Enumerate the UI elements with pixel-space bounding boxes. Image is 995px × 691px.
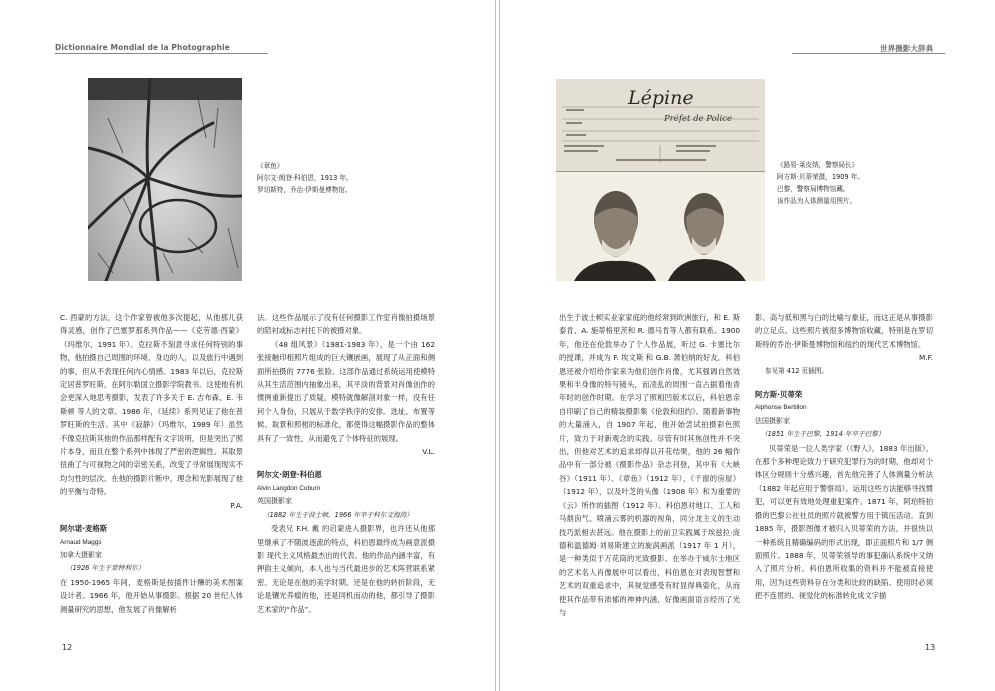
mugshot-card-photo-icon <box>556 79 765 281</box>
entry-role: 加拿大摄影家 <box>60 550 102 559</box>
body-paragraph: 受表兄 F.H. 戴 的启蒙进入摄影界，也许还从他那里继承了不随波逐流的特点，科伯恩最终成为画意派摄影 现代主义风格最杰出的代表。他的作品内涵丰富，有押韵主义倾向，本人也与当代最进步的艺术阵营联系紧密。无论是在他的美学时期，还是在他的转折阶段，无论是镶光养瘤的他，还是同机而动的他，都引导了摄影艺术家的“作品”。 <box>257 524 435 614</box>
author-initials: V.L. <box>422 447 435 457</box>
see-also-note: 参见第 412 页插图。 <box>765 366 828 375</box>
caption-title: 《章鱼》 <box>257 162 284 170</box>
running-head: Dictionnaire Mondial de la Photographie <box>55 43 230 52</box>
right-page <box>499 0 995 691</box>
photo-caption <box>777 159 864 207</box>
entry-dates: （1882 年生于波士顿，1966 年卒于科尔文海湾） <box>263 510 413 519</box>
text-column-2 <box>755 311 933 603</box>
dictionary-entry-header <box>755 388 933 442</box>
entry-dates: （1926 年生于蒙特利尔） <box>66 564 145 573</box>
photo-caption <box>257 160 353 196</box>
body-paragraph: 贝蒂荣是一位人类学家（《野人》，1883 年出版）。在那个多种理论致力于研究犯罪行为的时期，他却对个体区分规则十分感兴趣，首先他完善了人体测量分析法（1882 年起应用于警察局）。运用这些方法能够寻找惯犯，可以更有效地处理重犯案件。1871 年，阿珀特拍摄的巴黎公社社员的照片就被警方用于镇压活动。直到 1885 年，摄影图像才被归入贝蒂荣的方法，并很快以一种系统且精确编码的形式出现，即正面照片和 1/7 侧面照片。1888 年，贝蒂荣领导的事犯确认系统中又纳入了照片分析。科伯恩所收集的资料并不能被直接使用，因为这些资料存在分类和比较的缺陷。使用时必须把不连贯的、视觉化的标准转化成文字描 <box>755 443 933 601</box>
author-initials: P.A. <box>230 500 243 510</box>
entry-latin-name: Alvin Langdon Coburn <box>257 484 321 492</box>
caption-line: 罗切斯特，乔治·伊斯曼博物馆。 <box>257 186 352 194</box>
entry-role: 法国摄影家 <box>755 416 790 425</box>
card-handwritten-title: Préfet de Police <box>664 114 732 124</box>
card-handwritten-name: Lépine <box>628 87 694 109</box>
snow-park-aerial-photo-icon <box>88 78 242 281</box>
body-paragraph: 在 1950-1965 年间，麦格斯是按插件计酬的美术图案设计者。1966 年，他开始从事摄影。根据 20 世纪人体测量研究的思想，他发展了肖像解析 <box>60 577 243 614</box>
text-column-2 <box>257 311 435 616</box>
text-column-1 <box>60 311 243 616</box>
entry-latin-name: Alphonse Bertillon <box>755 404 807 412</box>
page-number: 12 <box>62 643 73 652</box>
caption-line: 该作品为人体测量用图片。 <box>777 197 857 205</box>
body-paragraph: 影、高与低和黑与白的比喻与象征，而这正是从事摄影的立足点。这些照片被很多博物馆收藏，特别是在罗切斯特的乔治·伊斯曼博物馆和纽约的现代艺术博物馆。 <box>755 313 933 349</box>
body-paragraph: 《48 组风景》（1981-1983 年），是一个由 162 张接触印相照片组成的巨大镶嵌画，展现了从正面和侧面所拍摄的 7776 张脸。这部作品通过系统运用使模特从其生活范围内抽象出来，其平淡的背景对肖像创作的惯例重新提出了质疑，模特就像解剖对象一样，没有任何个人身份，只展从于数学秩序的安排。选址、布置等候、取景和照相的标准化，都使得这幅摄影作品的整体具有了一致性，从而避免了个体特征的展现。 <box>257 339 435 443</box>
entry-name: 阿尔诺·麦格斯 <box>60 524 108 534</box>
header-rule <box>55 53 268 54</box>
body-paragraph: C. 西蒙的方法，这个作家曾被他多次提起，从他那儿获得灵感，创作了巴塞罗那系列作品——《克劳德·西蒙》（玛维尔，1991 年）。克拉斯不刻意寻求任何特别的事物，他拍摄自己周围的环境、身边的人，以及旅行中遇到的事，但从不表现任何内心情感。1983 年以后，克拉斯定居普罗旺斯，在阿尔勒国立摄影学院教书。这使他有机会更深入地思考摄影，发表了许多关于 E. 吉布森、E. 韦斯顿 等人的文章。1986 年，《延续》系列见证了他在普罗旺斯的生活。其中《寂静》（玛维尔，1989 年）虽然不像克拉斯其他的作品那样配有文字说明，但是突出了照片本身，而且在整个系列中体现了严密的逻辑性。其取景扭曲了与可视物之间的亲密关系，改变了寻常展现现实不均匀性的层次。在他的摄影片断中，理念和光影展现了他的平衡与奇特。 <box>60 313 243 497</box>
body-paragraph: 法。这些作品展示了没有任何摄影工作室肖像拍摄场景的陪衬或标志衬托下的被摄对象。 <box>257 313 435 336</box>
left-page <box>0 0 496 691</box>
page-number: 13 <box>925 643 936 652</box>
entry-name: 阿方斯·贝蒂荣 <box>755 390 803 400</box>
dictionary-entry-header <box>257 468 435 522</box>
entry-role: 英国摄影家 <box>257 497 292 506</box>
text-column-1 <box>559 311 740 619</box>
dictionary-entry-header <box>60 522 243 576</box>
entry-latin-name: Arnaud Maggs <box>60 538 102 546</box>
caption-line: 阿方斯·贝蒂荣摄，1909 年。 <box>777 173 864 181</box>
entry-dates: （1851 年生于巴黎，1914 年卒于巴黎） <box>761 430 885 439</box>
caption-line: 巴黎，警察局博物馆藏。 <box>777 185 850 193</box>
body-paragraph: 出生于波士顿实业家家庭的他经常到欧洲旅行，和 E. 斯泰肯、A. 施蒂格里茨和 R. 德马肯等人都有联系。1900 年，他还在伦敦举办了个人作品展，听过 G. 卡塞比尔 的授课，并成为 F. 埃文斯 和 G.B. 萧伯纳的好友。科伯恩还被介绍给作家来为他们创作肖像，尤其强调自然效果和半身像的特写镜头，而凌乱的周围一直占据着他青年时的创作时期。在学习了照相凹版术以后，科伯恩亲自印刷了自己的精装摄影集《伦敦和纽约》。随着新事物的大量涌入，自 1907 年起，他开始尝试拍摄彩色照片，致力于对新观念的实践。尽管有时其焦创性并不突出，但他对艺术的追求却得以开花结果，他的 26 幅作品中有一部分被《摄影作品》杂志刊登，其中有《大峡谷》（1911 年）、《章鱼》（1912 年）、《千窗的房屋》（1912 年），以及叶芝的头像（1908 年）和为重要的《云》所作的插图（1912 年）。科伯恩对地口、工人和马烟囱气、喷涌云雾的机器的视角，同分龙主义的生动技巧派相去甚远。他在摄影上的前卫实践属于埃兹拉·庞德和温德姆·刘易斯建立的旋涡画派（1917 年 1 月），是一种类似于万花筒的光致摄影。在举办于威尔士地区的艺术名人肖像展中可以看出，科伯恩在对表现智慧和艺术的双重追求中，其视觉感受有时显得典姿化，从而使其作品带有浓郁的神神内涵，好像画面语言经历了光与 <box>559 313 740 617</box>
caption-title: 《路易·莱皮纳，警察局长》 <box>777 161 859 169</box>
entry-name: 阿尔文·朗登·科伯恩 <box>257 470 322 480</box>
author-initials: M.F. <box>919 353 933 363</box>
running-head: 世界摄影大辞典 <box>880 44 934 53</box>
caption-line: 阿尔文·朗登·科伯恩，1913 年。 <box>257 174 353 182</box>
